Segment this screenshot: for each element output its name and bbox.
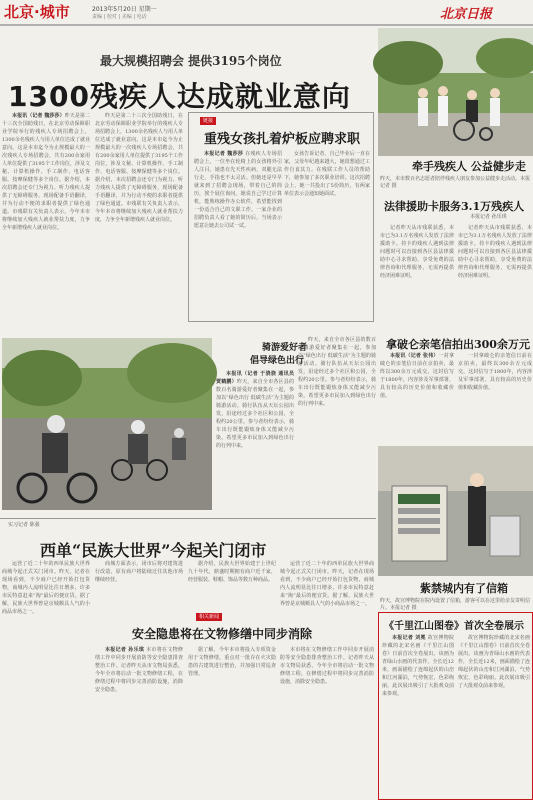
issue-date: 2013年5月20日 星期一 — [92, 6, 157, 13]
safety-tag: 相关新闻 — [196, 613, 222, 621]
bottom-body-3 — [188, 560, 276, 600]
lead-kicker: 最大规模招聘会 提供3195个岗位 — [100, 54, 282, 68]
issue-meta: 责编 | 校对 | 美编 | 电话 — [92, 14, 147, 20]
bottom-kicker: 实习记者 陈强 — [8, 522, 40, 528]
bottom-text-4: 运营了近二十年的西单民族大世界商城今起正式关门闭市。昨天，记者在现场看到，不少商户已经开始打包货物，商城内人流明显比往日增多，许多市民特意赶来“淘”最后的便宜货。据了解，民族大世界曾是京城颇具人气的小商品市场之一。 — [280, 561, 374, 607]
cycling-photo — [2, 338, 212, 510]
legal-text: 记者昨天从市残联获悉，本市已为3.1万名残疾人发放了法律援助卡。持卡的残疾人遇到法律问题时可以直接到各区县法律援助中心寻求帮助，享受免费的法律咨询和代理服务，无需再提供经济困难证明。 — [380, 225, 454, 279]
safety-body-2 — [188, 646, 276, 796]
painting-byline: 本报记者 刘冕 — [392, 635, 426, 641]
lead-body-2 — [95, 112, 183, 312]
painting-body-2 — [458, 634, 530, 796]
story-girl-text1: 在残疾人专场招聘会上，一位坐在轮椅上的女孩格外引人注目。她患有先天性疾病，双腿无法行走，手指也不太灵活。但她还是早早就来到了招聘会现场，带着自己的简历，挨个展位询问。她说自己学过计算机，能熟练操作办公软件，希望能找到一份适合自己的文职工作。一家企业的招聘负责人看了她的简历后，当场表示愿意让她去公司试一试。 — [194, 151, 282, 229]
legal-byline: 本报记者 孙乐琪 — [470, 214, 507, 220]
bottom-headline: 西单“民族大世界”今起关门闭市 — [40, 541, 267, 560]
cycling-body-2 — [298, 336, 376, 510]
painting-body-1 — [382, 634, 454, 796]
legal-headline: 法律援助卡服务3.1万残疾人 — [384, 200, 525, 213]
story-girl-text2: 女孩告诉记者，自己毕业后一直在家，父母年纪越来越大，她很想通过工作自食其力。在残联工作人员的帮助下，她参加了多次职业培训。这次招聘会上，她一共投出了5份简历，有两家单位表示会通知她面试。 — [284, 151, 370, 197]
cycling-headline-1: 骑游爱好者 — [262, 343, 308, 353]
cycling-byline: 本报讯（记者 于骁骁 通讯员 贾鹤鹏） — [216, 371, 294, 385]
page-header — [0, 0, 533, 26]
safety-headline: 安全隐患将在文物修缮中同步消除 — [132, 627, 313, 641]
cycling-text: 昨天，来自全市各区县的数百名骑游爱好者聚集在一起，参加以“绿色出行 低碳生活”为主题的骑游活动。骑行队伍从天坛公园出发，沿途经过多个社区和公园，全程约20公里。参与者纷纷表示，骑车出行既能锻炼身体又能减少污染，希望更多市民加入到绿色出行的行列中来。 — [216, 379, 294, 449]
bottom-body-4 — [280, 560, 374, 607]
lead-byline: 本报讯（记者 魏莎莎） — [12, 113, 65, 119]
board-photo-image — [378, 446, 533, 576]
safety-text-3: 本市将在文物修缮工作中同步开展消防等安全隐患排查整治工作。记者昨天从市文物局获悉，今年全市将启动一批文物修缮工程，在修缮过程中将同步完善消防设施，消除安全隐患。 — [280, 647, 374, 685]
safety-text-2: 据了解，今年本市将投入专项资金用于文物修缮，重点对一批存在火灾隐患的古建筑进行整治，并加强日常巡查管理。 — [188, 647, 276, 677]
board-photo — [378, 446, 533, 576]
board-caption: 昨天，故宫博物院在院内设置了信箱，游客可以在这里给亲友寄明信片。本报记者 摄 — [380, 598, 531, 611]
safety-byline: 本报记者 孙乐琪 — [105, 647, 145, 653]
story-girl-tag: 链接 — [200, 117, 216, 125]
painting-headline: 《千里江山图卷》首次全卷展示 — [384, 621, 524, 632]
auction-text: 一封拿破仑的亲笔信日前在京拍卖，最终以300余万元成交。这封信写于1800年，内容涉及军事部署，具有较高的历史价值和收藏价值。 — [380, 353, 454, 399]
painting-text: 故宫博物院珍藏的北宋名画《千里江山图卷》日前首次全卷展出。该画为青绿山水画的代表作，全长近12米，画面描绘了连绵起伏的山峦和江河湖泊，气势恢宏，色彩绚丽。此次展出吸引了大批观众前来参观。 — [382, 635, 454, 697]
story-girl-body — [194, 150, 282, 318]
lead-headline: 1300残疾人达成就业意向 — [8, 80, 351, 113]
story-girl-body-2 — [284, 150, 370, 318]
cycling-headline-2: 倡导绿色出行 — [250, 356, 305, 366]
bottom-text-1: 运营了近二十年的西单民族大世界商城今起正式关门闭市。昨天，记者在现场看到，不少商户已经开始打包货物，商城内人流明显比往日增多，许多市民特意赶来“淘”最后的便宜货。据了解，民族大世界曾是京城颇具人气的小商品市场之一。 — [2, 561, 90, 615]
wheelchair-photo — [378, 28, 533, 156]
auction-headline: 拿破仑亲笔信拍出300余万元 — [386, 338, 530, 351]
board-caption-headline: 紫禁城内有了信箱 — [420, 582, 508, 595]
safety-body-1 — [95, 646, 183, 796]
auction-body-1 — [380, 352, 454, 442]
auction-body-2 — [458, 352, 532, 442]
safety-body-3 — [280, 646, 374, 796]
safety-text-1: 本市将在文物修缮工作中同步开展消防等安全隐患排查整治工作。记者昨天从市文物局获悉，今年全市将启动一批文物修缮工程，在修缮过程中将同步完善消防设施，消除安全隐患。 — [95, 647, 183, 693]
masthead-logo: 北京日报 — [440, 7, 493, 22]
divider-rule — [0, 518, 376, 519]
legal-body-1 — [380, 224, 454, 332]
section-name: 北京·城市 — [4, 3, 70, 21]
bottom-text-2: 商城方面表示，闭市后将对建筑进行改造，原有商户将陆续迁往其他市场继续经营。 — [95, 561, 183, 583]
cycling-body — [216, 370, 294, 510]
lead-text: 昨天是第二十三次全国助残日，在北京劳动保障职业学院举行的残疾人专场招聘会上，1300余名残疾人与用人单位达成了就业意向。这是本市迄今为止规模最大的一次残疾人专场招聘会，共有200余家用人单位提供了3195个工作岗位，涉及文秘、计算机操作、手工制作、电话客服、按摩保健等多个岗位。据介绍，本次招聘会还专门为视力、听力残疾人提供了无障碍服务，现场配备手语翻译，并为行动不便的求职者提供了绿色通道。市残联有关负责人表示，今年本市将继续加大残疾人就业帮扶力度，力争全年新增残疾人就业岗位。 — [2, 113, 90, 231]
story-girl-headline: 重残女孩扎着炉板应聘求职 — [204, 132, 361, 147]
auction-text-cont: 一封拿破仑的亲笔信日前在京拍卖，最终以300余万元成交。这封信写于1800年，内容涉及军事部署，具有较高的历史价值和收藏价值。 — [458, 353, 532, 391]
cycling-photo-image — [2, 338, 212, 510]
cycling-text-cont: 昨天，来自全市各区县的数百名骑游爱好者聚集在一起，参加以“绿色出行 低碳生活”为主题的骑游活动。骑行队伍从天坛公园出发，沿途经过多个社区和公园，全程约20公里。参与者纷纷表示，骑车出行既能锻炼身体又能减少污染，希望更多市民加入到绿色出行的行列中来。 — [298, 337, 376, 407]
auction-byline: 本报讯（记者 张伟） — [390, 353, 439, 359]
wheelchair-caption-headline: 牵手残疾人 公益健步走 — [412, 160, 526, 173]
legal-text-cont: 记者昨天从市残联获悉，本市已为3.1万名残疾人发放了法律援助卡。持卡的残疾人遇到法律问题时可以直接到各区县法律援助中心寻求帮助，享受免费的法律咨询和代理服务，无需再提供经济困难证明。 — [458, 225, 532, 279]
legal-body-2 — [458, 224, 532, 332]
bottom-body-2 — [95, 560, 183, 600]
story-girl-byline: 本报记者 魏莎莎 — [204, 151, 244, 157]
lead-text-cont: 昨天是第二十三次全国助残日，在北京劳动保障职业学院举行的残疾人专场招聘会上，1300余名残疾人与用人单位达成了就业意向。这是本市迄今为止规模最大的一次残疾人专场招聘会，共有200余家用人单位提供了3195个工作岗位，涉及文秘、计算机操作、手工制作、电话客服、按摩保健等多个岗位。据介绍，本次招聘会还专门为视力、听力残疾人提供了无障碍服务，现场配备手语翻译，并为行动不便的求职者提供了绿色通道。市残联有关负责人表示，今年本市将继续加大残疾人就业帮扶力度，力争全年新增残疾人就业岗位。 — [95, 113, 183, 223]
wheelchair-caption: 昨天，本市数百名志愿者陪伴残疾人朋友参加公益健步走活动。本报记者 摄 — [380, 176, 531, 189]
wheelchair-photo-image — [378, 28, 533, 156]
bottom-text-3: 据介绍，民族大世界始建于上世纪九十年代，鼎盛时期拥有商户近千家，经营服装、鞋帽、饰品等数万种商品。 — [188, 561, 276, 583]
bottom-body-1 — [2, 560, 90, 798]
painting-text-cont: 故宫博物院珍藏的北宋名画《千里江山图卷》日前首次全卷展出。该画为青绿山水画的代表作，全长近12米，画面描绘了连绵起伏的山峦和江河湖泊，气势恢宏，色彩绚丽。此次展出吸引了大批观众前来参观。 — [458, 635, 530, 689]
